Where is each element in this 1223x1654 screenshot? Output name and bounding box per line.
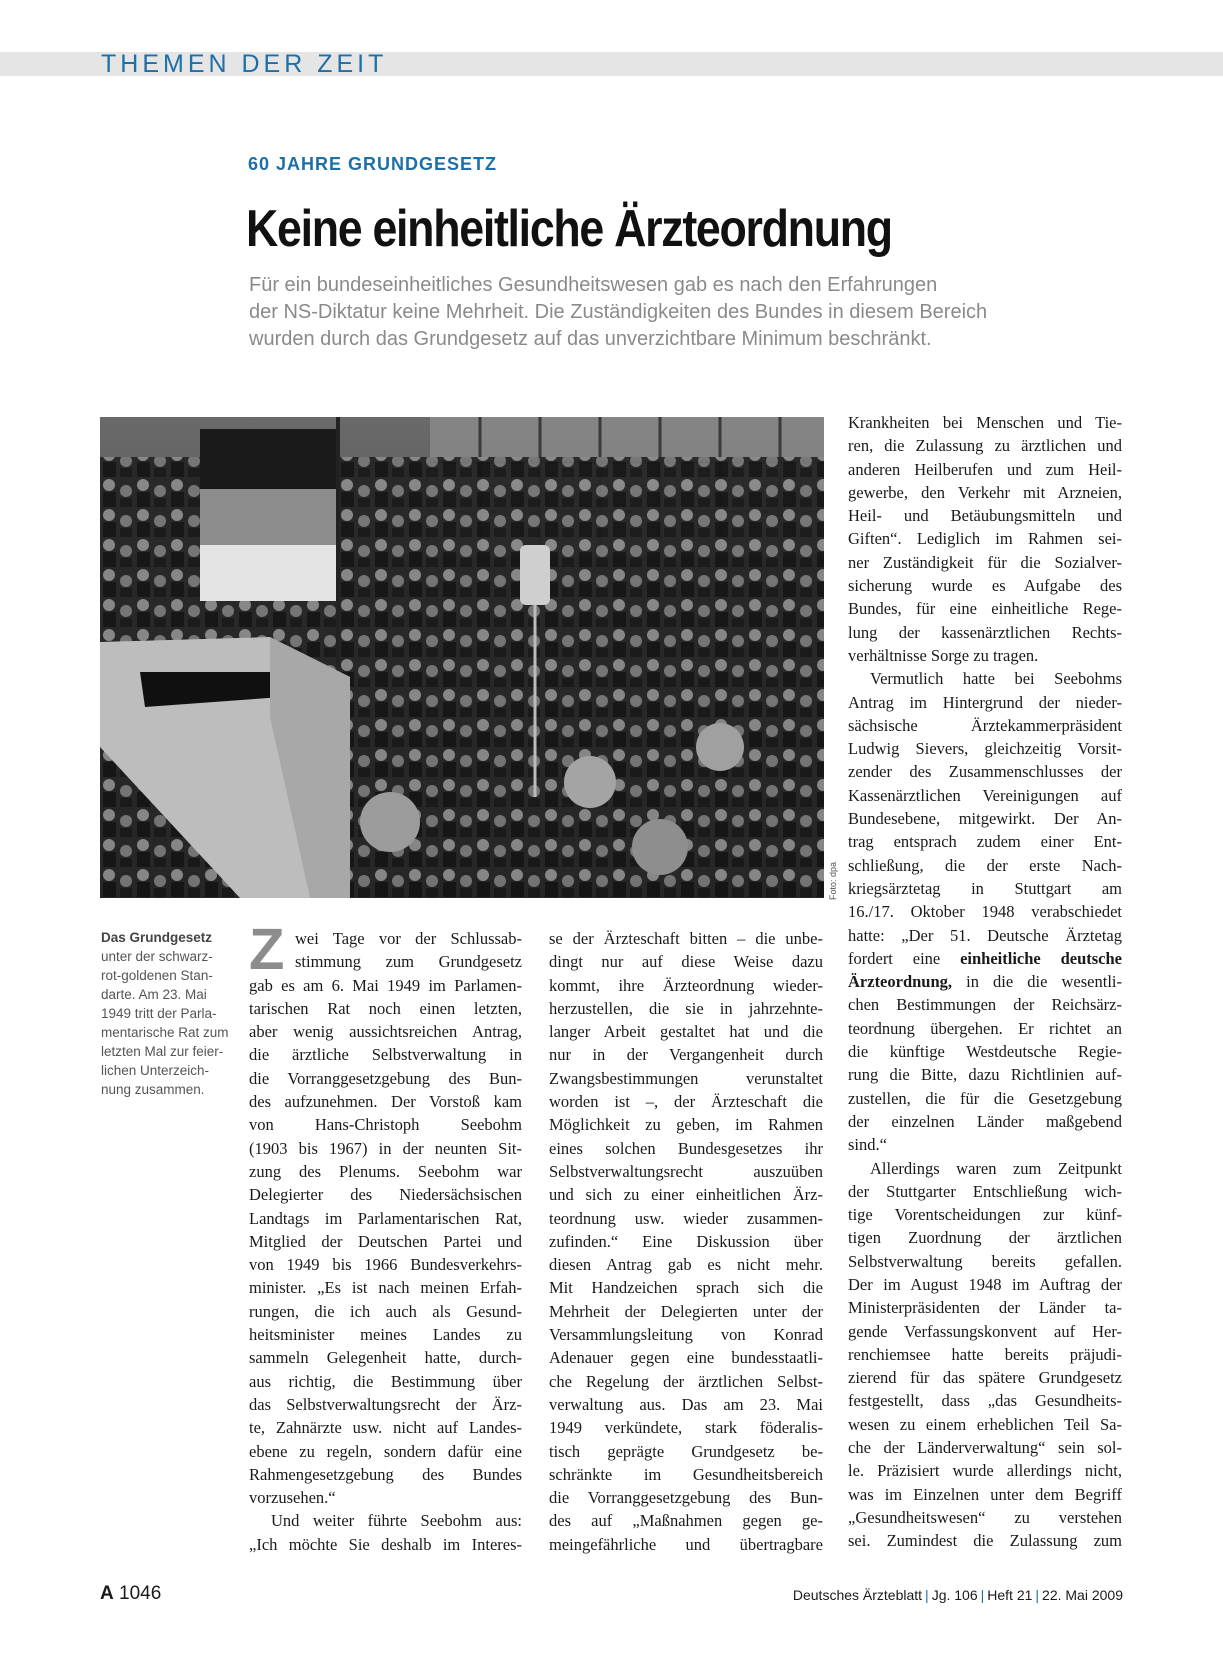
body-text-line: Ministerpräsidenten der Länder ta- (848, 1298, 1122, 1318)
body-text-line: was im Einzelnen unter dem Begriff (848, 1484, 1122, 1504)
body-text-line: Heil- und Betäubungsmitteln und (848, 506, 1122, 526)
body-text-line: zustellen, die für die Gesetzgebung (848, 1088, 1122, 1108)
body-text-line: Bundes, für eine einheitliche Rege- (848, 599, 1122, 619)
body-text-line: renchiemsee hatte bereits präjudi- (848, 1344, 1122, 1364)
body-text-line: Rahmengesetzgebung des Bundes (249, 1464, 522, 1484)
publication-info: Deutsches Ärzteblatt | Jg. 106 | Heft 21 | 22. Mai 2009 (792, 1587, 1123, 1603)
body-text-line: 1949 verkündete, stark föderalis- (549, 1418, 823, 1438)
body-text-line: das Selbstverwaltungsrecht der Ärz- (249, 1394, 522, 1414)
journal-issue: Heft 21 (987, 1587, 1033, 1603)
body-text-line: Krankheiten bei Menschen und Tie- (848, 413, 1122, 432)
body-text-line: tisch geprägte Grundgesetz be- (549, 1441, 823, 1461)
body-text-line: Ludwig Sievers, gleichzeitig Vorsit- (848, 739, 1122, 759)
body-text-line: gab es am 6. Mai 1949 im Parlamen- (249, 975, 522, 995)
body-text-line: teordnung übergehen. Er richtet an (848, 1018, 1122, 1038)
body-text-line: chen Bestimmungen der Reichsärz- (848, 995, 1122, 1015)
page-number-value: 1046 (119, 1583, 162, 1604)
body-text-line: eines solchen Bundesgesetzes ihr (549, 1138, 823, 1158)
body-text-line: tarischen Rat noch einen letzten, (249, 998, 522, 1018)
body-text-line: Bundesebene, mitgewirkt. Der An- (848, 809, 1122, 829)
body-text-line: Delegierter des Niedersächsischen (249, 1185, 522, 1205)
body-text-line: Allerdings waren zum Zeitpunkt (870, 1158, 1122, 1178)
drop-cap: Z (249, 917, 285, 982)
body-text-line: schließung, die der erste Nach- (848, 855, 1122, 875)
body-text-line: Möglichkeit zu geben, im Rahmen (549, 1115, 823, 1135)
body-text-line: kommt, ihre Ärzteordnung wieder- (549, 975, 823, 995)
caption-line: letzten Mal zur feier- (101, 1044, 224, 1059)
body-text-line: sei. Zumindest die Zulassung zum (848, 1531, 1122, 1551)
body-text-line: des aufzunehmen. Der Vorstoß kam (249, 1092, 522, 1112)
body-column-3 (848, 411, 1122, 1553)
body-column-1 (249, 917, 522, 1556)
body-text-line: se der Ärzteschaft bitten – die unbe- (549, 929, 823, 948)
body-text-line: sammeln Gelegenheit hatte, durch- (249, 1348, 522, 1368)
body-text-line: worden ist –, der Ärzteschaft die (549, 1092, 823, 1112)
body-text-line: rungen, die ich auch als Gesund- (249, 1301, 522, 1321)
caption-line: 1949 tritt der Parla- (101, 1006, 217, 1021)
body-text-line: tigen Zuordnung der ärztlichen (848, 1228, 1122, 1248)
caption-line: darte. Am 23. Mai (101, 987, 207, 1002)
body-text-line: die Vorranggesetzgebung des Bun- (549, 1488, 823, 1508)
body-text-line: sicherung wurde es Aufgabe des (848, 576, 1122, 596)
emphasis-text: Ärzteordnung, (848, 972, 953, 992)
body-text-line: Zwangsbestimmungen verunstaltet (549, 1068, 823, 1088)
emphasis-text: einheitliche deutsche (960, 948, 1122, 968)
body-text-line: trag entsprach zudem einer Ent- (848, 832, 1122, 852)
body-text-line: sind.“ (848, 1135, 887, 1155)
body-text-line: „Ich möchte Sie deshalb im Interes- (249, 1534, 522, 1554)
body-text-line: heitsminister meines Landes zu (249, 1325, 522, 1345)
body-text-line: stimmung zum Grundgesetz (295, 952, 522, 972)
body-text-line: dingt nur auf diese Weise dazu (549, 952, 823, 972)
body-text-line: von Hans-Christoph Seebohm (249, 1115, 522, 1135)
body-text-line: Landtags im Parlamentarischen Rat, (249, 1208, 522, 1228)
body-text-line: Vermutlich hatte bei Seebohms (870, 669, 1122, 689)
lead-line: wurden durch das Grundgesetz auf das unverzichtbare Minimum beschränkt. (249, 328, 932, 350)
body-text-line: Versammlungsleitung von Konrad (549, 1325, 823, 1345)
body-text-line: gewerbe, den Verkehr mit Arzneien, (848, 482, 1122, 502)
body-text-line: Selbstverwaltung bereits gefallen. (848, 1251, 1122, 1271)
body-text-line: meingefährliche und übertragbare (549, 1534, 823, 1554)
article-headline: Keine einheitliche Ärzteordnung (246, 200, 892, 258)
assembly-photo (100, 417, 824, 898)
caption-line: unter der schwarz- (101, 949, 213, 964)
body-text-line: te, Zahnärzte usw. nicht auf Landes- (249, 1418, 522, 1438)
body-text-line: des auf „Maßnahmen gegen ge- (549, 1511, 823, 1531)
body-text-line: diesen Antrag gab es nicht mehr. (549, 1255, 823, 1275)
body-text-line (848, 947, 1122, 970)
body-text-line: sächsische Ärztekammerpräsident (848, 715, 1122, 735)
body-text-line: Mit Handzeichen sprach sich die (549, 1278, 823, 1298)
body-text-line: Giften“. Lediglich im Rahmen sei- (848, 529, 1122, 549)
caption-line: lichen Unterzeich- (101, 1063, 210, 1078)
body-text-line: minister. „Es ist nach meinen Erfah- (249, 1278, 522, 1298)
body-text-line: der Stuttgarter Entschließung wich- (848, 1181, 1122, 1201)
body-text-line: Mitglied der Deutschen Partei und (249, 1231, 522, 1251)
body-text-line: Kassenärztlichen Vereinigungen auf (848, 785, 1122, 805)
body-text-line: le. Präzisiert wurde allerdings nicht, (848, 1461, 1122, 1481)
journal-name: Deutsches Ärzteblatt (792, 1587, 923, 1603)
body-text-line: von 1949 bis 1966 Bundesverkehrs- (249, 1255, 522, 1275)
caption-line: nung zusammen. (101, 1082, 205, 1097)
body-column-2 (549, 927, 823, 1556)
body-text-line: verwaltung aus. Das am 23. Mai (549, 1394, 823, 1414)
caption-title: Das Grundgesetz (101, 930, 213, 945)
text-run: in die die wesentli- (952, 972, 1122, 992)
caption-line: mentarische Rat zum (101, 1025, 229, 1040)
photo-credit: Foto: dpa (828, 861, 838, 900)
body-text-line: wei Tage vor der Schlussab- (295, 929, 522, 948)
lead-line: der NS-Diktatur keine Mehrheit. Die Zuständigkeiten des Bundes in diesem Bereich (249, 301, 988, 323)
body-text-line: 16./17. Oktober 1948 verabschiedet (848, 902, 1122, 922)
body-text-line: aber wenig aussichtsreichen Antrag, (249, 1022, 522, 1042)
journal-volume: Jg. 106 (931, 1587, 978, 1603)
body-text-line: die Vorranggesetzgebung des Bun- (249, 1068, 522, 1088)
body-text-line: zierend für das spätere Grundgesetz (848, 1368, 1122, 1388)
body-text-line: Mehrheit der Delegierten unter der (549, 1301, 823, 1321)
body-text-line: tige Vorentscheidungen zur künf- (848, 1205, 1122, 1225)
body-text-line: rung die Bitte, dazu Richtlinien auf- (848, 1065, 1122, 1085)
body-text-line: che Regelung der ärztlichen Selbst- (549, 1371, 823, 1391)
body-text-line: ren, die Zulassung zu ärztlichen und (848, 436, 1122, 456)
body-text-line: zender des Zusammenschlusses der (848, 762, 1122, 782)
body-text-line: schränkte im Gesundheitsbereich (549, 1464, 823, 1484)
body-text-line: gende Verfassungskonvent auf Her- (848, 1321, 1122, 1341)
body-text-line: langer Arbeit gestaltet hat und die (549, 1022, 823, 1042)
caption-line: rot-goldenen Stan- (101, 968, 213, 983)
section-label: THEMEN DER ZEIT (101, 50, 388, 78)
body-text-line: Der im August 1948 im Auftrag der (848, 1274, 1122, 1294)
body-text-line: Adenauer gegen eine bundesstaatli- (549, 1348, 823, 1368)
body-text-line: wesen zu einem erheblichen Teil Sa- (848, 1414, 1122, 1434)
body-text-line (848, 970, 1122, 993)
article-kicker: 60 JAHRE GRUNDGESETZ (248, 154, 498, 174)
body-text-line: zufinden.“ Eine Diskussion über (549, 1231, 823, 1251)
body-text-line: der einzelnen Länder maßgebend (848, 1111, 1122, 1131)
text-run: fordert eine (848, 948, 961, 968)
page-number (100, 1583, 161, 1605)
body-text-line: hatte: „Der 51. Deutsche Ärztetag (848, 925, 1122, 945)
body-text-line: nur in der Vergangenheit durch (549, 1045, 823, 1065)
body-text-line: Selbstverwaltungsrecht auszuüben (549, 1161, 823, 1181)
body-text-line: zung des Plenums. Seebohm war (249, 1161, 522, 1181)
page-prefix: A (100, 1583, 114, 1604)
article-lead (249, 272, 1129, 353)
body-text-line: die künftige Westdeutsche Regie- (848, 1042, 1122, 1062)
body-text-line: herzustellen, die sie in jahrzehnte- (549, 998, 823, 1018)
body-text-line: „Gesundheitswesen“ zu verstehen (848, 1507, 1122, 1527)
body-text-line: vorzusehen.“ (249, 1488, 336, 1508)
body-text-line: Antrag im Hintergrund der nieder- (848, 692, 1122, 712)
body-text-line: die ärztliche Selbstverwaltung in (249, 1045, 522, 1065)
body-text-line: kriegsärztetag in Stuttgart am (848, 878, 1122, 898)
body-text-line: und sich zu einer einheitlichen Ärz- (549, 1185, 823, 1205)
body-text-line: (1903 bis 1967) in der neunten Sit- (249, 1138, 522, 1158)
lead-line: Für ein bundeseinheitliches Gesundheitswesen gab es nach den Erfahrungen (249, 274, 938, 296)
body-text-line: teordnung usw. wieder zusammen- (549, 1208, 823, 1228)
body-text-line: festgestellt, dass „das Gesundheits- (848, 1391, 1122, 1411)
body-text-line: ner Zuständigkeit für die Sozialver- (848, 552, 1122, 572)
body-text-line: lung der kassenärztlichen Rechts- (848, 622, 1122, 642)
body-text-line: ebene zu regeln, sondern dafür eine (249, 1441, 522, 1461)
body-text-line: aus richtig, die Bestimmung über (249, 1371, 522, 1391)
body-text-line: Und weiter führte Seebohm aus: (271, 1511, 522, 1531)
photo-caption (101, 928, 229, 1099)
body-text-line: verhältnisse Sorge zu tragen. (848, 645, 1039, 665)
body-text-line: anderen Heilberufen und zum Heil- (848, 459, 1122, 479)
body-text-line: che der Länderverwaltung“ sein sol- (848, 1438, 1122, 1458)
journal-date: 22. Mai 2009 (1042, 1587, 1123, 1603)
photo-illustration (100, 417, 824, 898)
